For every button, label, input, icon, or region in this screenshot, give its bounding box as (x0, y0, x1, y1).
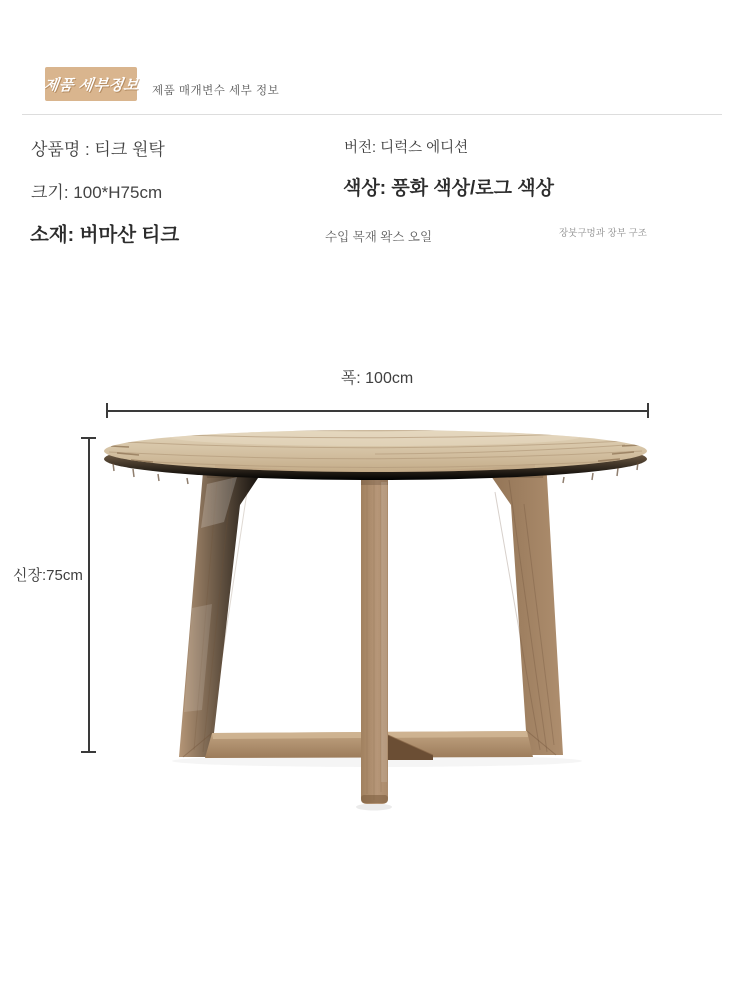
section-badge-label: 제품 세부정보 (42, 76, 140, 94)
spec-size: 크기: 100*H75cm (31, 183, 163, 202)
section-subtitle: 제품 매개변수 세부 정보 (152, 85, 280, 97)
spec-finish-note: 수입 목재 왁스 오일 (325, 230, 433, 244)
width-dimension-line (106, 410, 649, 412)
section-badge (42, 67, 140, 101)
spec-product-name: 상품명 : 티크 원탁 (31, 140, 165, 159)
spec-version: 버전: 디럭스 에디션 (344, 140, 469, 156)
height-dimension-tick-bottom (81, 751, 96, 753)
width-dimension-label: 폭: 100cm (340, 370, 414, 387)
floor-shadow-post (356, 804, 392, 811)
product-photo-teak-round-table (95, 420, 665, 815)
spec-structure-note: 장붓구멍과 장부 구조 (559, 228, 647, 239)
width-dimension-tick-right (647, 403, 649, 418)
width-dimension-tick-left (106, 403, 108, 418)
header-divider (22, 114, 722, 115)
spec-color: 색상: 풍화 색상/로그 색상 (343, 178, 554, 199)
table-leg-right (480, 460, 563, 755)
height-dimension-tick-top (81, 437, 96, 439)
height-dimension-label: 신장:75cm (13, 567, 83, 584)
spec-material: 소재: 버마산 티크 (30, 224, 180, 246)
height-dimension-line (88, 437, 90, 753)
